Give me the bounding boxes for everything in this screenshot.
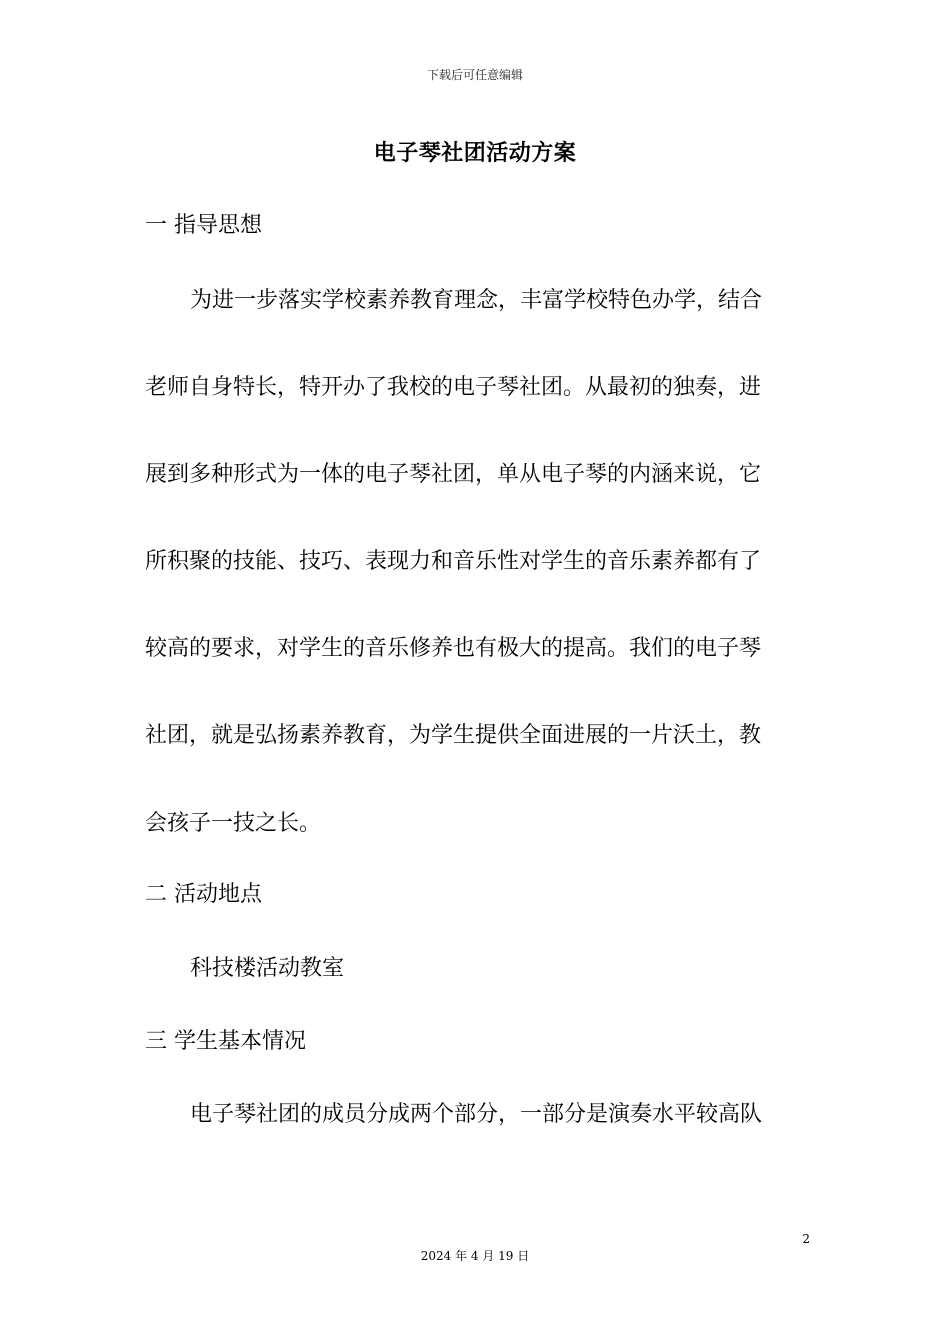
paragraph-line: 较高的要求，对学生的音乐修养也有极大的提高。我们的电子琴 <box>145 636 762 661</box>
footer-date: 2024 年 4 月 19 日 <box>420 1249 530 1263</box>
paragraph-line: 展到多种形式为一体的电子琴社团，单从电子琴的内涵来说，它 <box>145 462 762 487</box>
paragraph-line: 为进一步落实学校素养教育理念，丰富学校特色办学，结合 <box>190 288 763 313</box>
section-heading-3: 三 学生基本情况 <box>145 1029 306 1054</box>
page-number: 2 <box>802 1232 810 1246</box>
paragraph-line: 科技楼活动教室 <box>190 956 345 981</box>
section-heading-1: 一 指导思想 <box>145 213 262 238</box>
document-title: 电子琴社团活动方案 <box>373 141 577 166</box>
paragraph-line: 所积聚的技能、技巧、表现力和音乐性对学生的音乐素养都有了 <box>145 549 762 574</box>
header-note: 下载后可任意编辑 <box>426 68 523 82</box>
paragraph-line: 会孩子一技之长。 <box>145 811 322 836</box>
section-heading-2: 二 活动地点 <box>145 882 262 907</box>
paragraph-line: 社团，就是弘扬素养教育，为学生提供全面进展的一片沃土，教 <box>145 723 762 748</box>
paragraph-line: 老师自身特长，特开办了我校的电子琴社团。从最初的独奏，进 <box>145 375 762 400</box>
paragraph-line: 电子琴社团的成员分成两个部分，一部分是演奏水平较高队 <box>190 1102 763 1127</box>
